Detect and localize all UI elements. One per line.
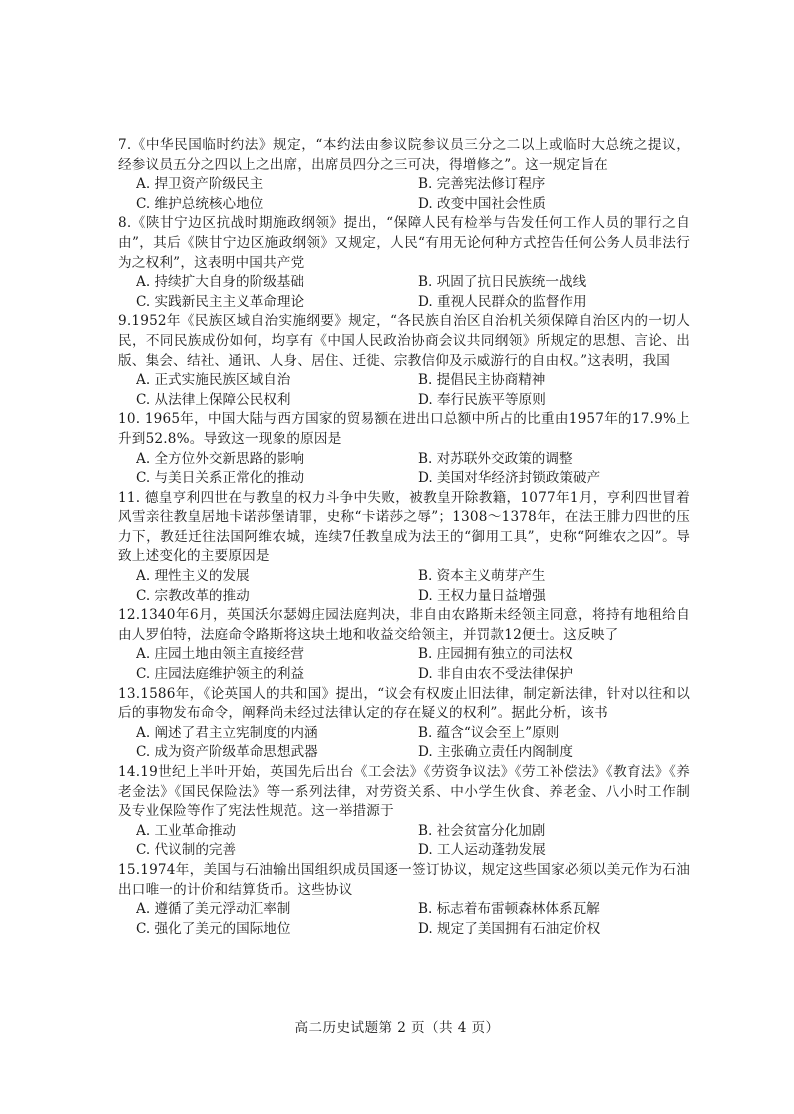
- option-d: D. 美国对华经济封锁政策破产: [418, 470, 601, 487]
- question-stem: 9.1952年《民族区域自治实施纲要》规定，“各民族自治区自治机关须保障自治区内的一切人民，不同民族成份如何，均享有《中国人民政治协商会议共同纲领》所规定的思想、言论、出版、集会、结社、通讯、人身、居住、迁徙、宗教信仰及示威游行的自由权。”这表明，我国: [118, 313, 690, 369]
- option-b: B. 完善宪法修订程序: [418, 176, 546, 193]
- option-c: C. 宗教改革的推动: [136, 587, 250, 604]
- question-9: [118, 312, 690, 410]
- option-a: A. 全方位外交新思路的影响: [136, 450, 304, 467]
- option-c: C. 成为资产阶级革命思想武器: [136, 744, 318, 761]
- option-a: A. 阐述了君主立宪制度的内涵: [136, 724, 318, 741]
- question-stem: 13.1586年，《论英国人的共和国》提出，“议会有权废止旧法律，制定新法律，针对以往和以后的事物发布命令，阐释尚未经过法律认定的存在疑义的权利”。据此分析，该书: [118, 685, 690, 722]
- option-d: D. 奉行民族平等原则: [418, 391, 546, 408]
- option-list: [118, 175, 690, 214]
- option-b: B. 资本主义萌芽产生: [418, 568, 546, 585]
- option-c: C. 强化了美元的国际地位: [136, 920, 291, 937]
- option-a: A. 庄园土地由领主直接经营: [136, 646, 304, 663]
- option-c: C. 代议制的完善: [136, 842, 237, 859]
- option-d: D. 工人运动蓬勃发展: [418, 842, 546, 859]
- question-12: [118, 606, 690, 684]
- option-c: C. 维护总统核心地位: [136, 195, 264, 212]
- option-list: [118, 273, 690, 312]
- option-b: B. 蕴含“议会至上”原则: [418, 724, 560, 741]
- option-list: [118, 900, 690, 939]
- question-stem: 14.19世纪上半叶开始，英国先后出台《工会法》《劳资争议法》《劳工补偿法》《教育法》《养老金法》《国民保险法》等一系列法律，对劳资关系、中小学生伙食、养老金、八小时工作制及专业保险等作了宪法性规范。这一举措源于: [118, 764, 690, 820]
- option-list: [118, 450, 690, 489]
- option-b: B. 对苏联外交政策的调整: [418, 450, 573, 467]
- question-13: [118, 685, 690, 763]
- option-b: B. 庄园拥有独立的司法权: [418, 646, 573, 663]
- option-list: [118, 371, 690, 410]
- option-b: B. 标志着布雷顿森林体系瓦解: [418, 901, 600, 918]
- option-a: A. 持续扩大自身的阶级基础: [136, 274, 304, 291]
- exam-page-content: [118, 136, 690, 939]
- option-list: [118, 567, 690, 606]
- question-14: [118, 763, 690, 861]
- option-d: D. 王权力量日益增强: [418, 587, 546, 604]
- option-a: A. 正式实施民族区域自治: [136, 372, 291, 389]
- question-stem: 11. 德皇亨利四世在与教皇的权力斗争中失败，被教皇开除教籍，1077年1月，亨利四世冒着风雪亲往教皇居地卡诺莎堡请罪，史称“卡诺莎之辱”；1308～1378年，在法王腓力四世的压力下，教廷迁往法国阿维农城，连续7任教皇成为法王的“御用工具”，史称“阿维农之囚”。导致上述变化的主要原因是: [118, 489, 690, 565]
- option-a: A. 捍卫资产阶级民主: [136, 176, 264, 193]
- option-c: C. 与美日关系正常化的推动: [136, 470, 305, 487]
- page-footer: 高二历史试题第 2 页（共 4 页）: [294, 1020, 500, 1036]
- option-a: A. 工业革命推动: [136, 822, 237, 839]
- question-10: [118, 410, 690, 488]
- option-d: D. 非自由农不受法律保护: [418, 666, 573, 683]
- option-c: C. 庄园法庭维护领主的利益: [136, 666, 305, 683]
- option-list: [118, 724, 690, 763]
- option-list: [118, 645, 690, 684]
- option-d: D. 规定了美国拥有石油定价权: [418, 920, 601, 937]
- option-c: C. 从法律上保障公民权利: [136, 391, 291, 408]
- question-stem: 7.《中华民国临时约法》规定，“本约法由参议院参议员三分之二以上或临时大总统之提议，经参议员五分之四以上之出席，出席员四分之三可决，得增修之”。这一规定旨在: [118, 137, 690, 173]
- question-15: [118, 861, 690, 939]
- question-stem: 15.1974年，美国与石油输出国组织成员国逐一签订协议，规定这些国家必须以美元作为石油出口唯一的计价和结算货币。这些协议: [118, 861, 690, 898]
- question-7: [118, 136, 690, 214]
- question-stem: 12.1340年6月，英国沃尔瑟姆庄园法庭判决，非自由农路斯未经领主同意，将持有地租给自由人罗伯特，法庭命令路斯将这块土地和收益交给领主，并罚款12便士。这反映了: [118, 607, 690, 643]
- question-stem: 8.《陕甘宁边区抗战时期施政纲领》提出，“保障人民有检举与告发任何工作人员的罪行之自由”，其后《陕甘宁边区施政纲领》又规定，人民“有用无论何种方式控告任何公务人员非法行为之权利”，这表明中国共产党: [118, 215, 690, 271]
- option-a: A. 遵循了美元浮动汇率制: [136, 901, 291, 918]
- question-stem: 10. 1965年，中国大陆与西方国家的贸易额在进出口总额中所占的比重由1957年的17.9%上升到52.8%。导致这一现象的原因是: [118, 411, 690, 447]
- option-d: D. 改变中国社会性质: [418, 195, 546, 212]
- option-c: C. 实践新民主主义革命理论: [136, 293, 305, 310]
- option-b: B. 提倡民主协商精神: [418, 372, 546, 389]
- option-d: D. 重视人民群众的监督作用: [418, 293, 587, 310]
- option-b: B. 社会贫富分化加剧: [418, 822, 546, 839]
- question-11: [118, 489, 690, 607]
- question-8: [118, 214, 690, 312]
- option-list: [118, 822, 690, 861]
- option-d: D. 主张确立责任内阁制度: [418, 744, 573, 761]
- option-a: A. 理性主义的发展: [136, 568, 250, 585]
- option-b: B. 巩固了抗日民族统一战线: [418, 274, 587, 291]
